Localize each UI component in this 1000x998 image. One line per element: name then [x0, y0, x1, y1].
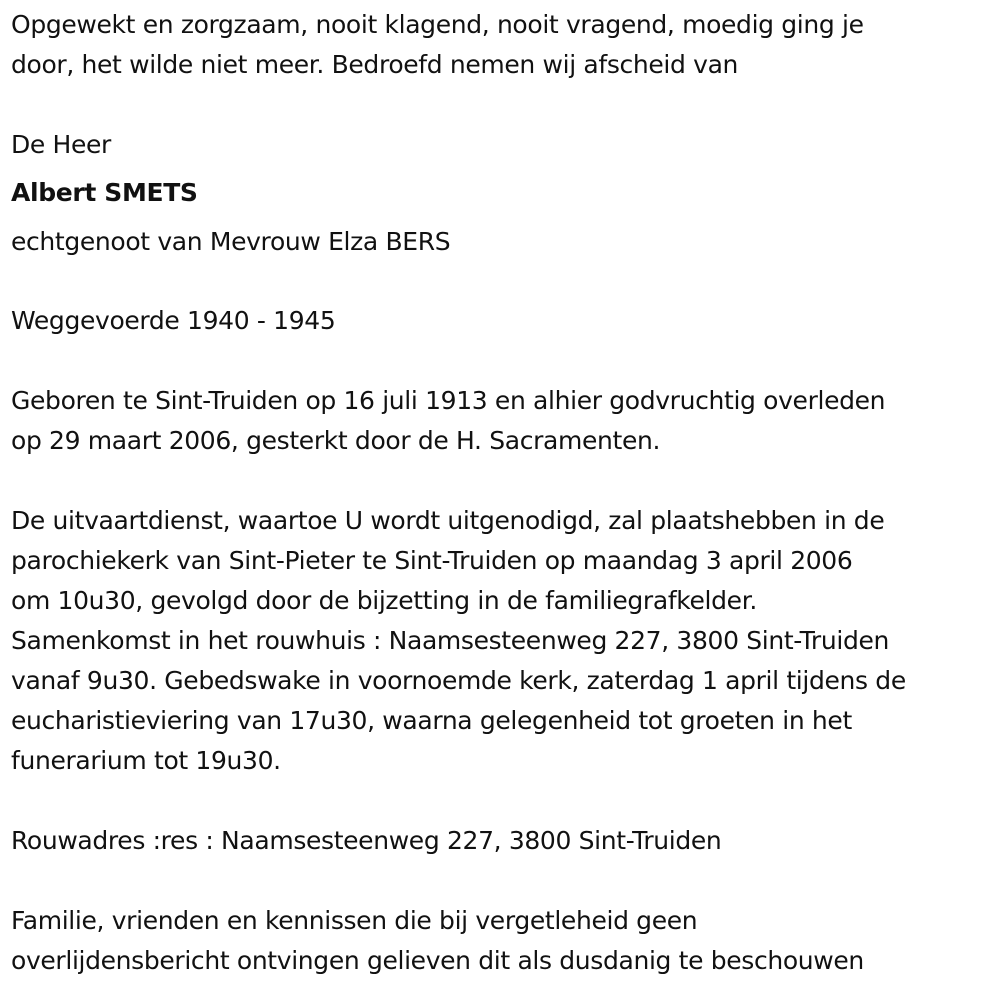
service-line-1: De uitvaartdienst, waartoe U wordt uitgenodigd, zal plaatshebben in de	[11, 506, 885, 535]
mourning-address: Rouwadres :res : Naamsesteenweg 227, 3800 Sint-Truiden	[11, 826, 722, 855]
service-line-7: funerarium tot 19u30.	[11, 746, 281, 775]
service-line-2: parochiekerk van Sint-Pieter te Sint-Truiden op maandag 3 april 2006	[11, 546, 853, 575]
service-line-5: vanaf 9u30. Gebedswake in voornoemde kerk, zaterdag 1 april tijdens de	[11, 666, 906, 695]
deceased-name: Albert SMETS	[11, 178, 198, 207]
service-line-4: Samenkomst in het rouwhuis : Naamsesteenweg 227, 3800 Sint-Truiden	[11, 626, 889, 655]
closing-line-1: Familie, vrienden en kennissen die bij vergetleheid geen	[11, 906, 698, 935]
closing-line-2: overlijdensbericht ontvingen gelieven dit als dusdanig te beschouwen	[11, 946, 864, 975]
intro-line-1: Opgewekt en zorgzaam, nooit klagend, nooit vragend, moedig ging je	[11, 10, 864, 39]
birth-death-line-2: op 29 maart 2006, gesterkt door de H. Sacramenten.	[11, 426, 661, 455]
birth-death-line-1: Geboren te Sint-Truiden op 16 juli 1913 en alhier godvruchtig overleden	[11, 386, 886, 415]
deportation-note: Weggevoerde 1940 - 1945	[11, 306, 336, 335]
service-line-3: om 10u30, gevolgd door de bijzetting in de familiegrafkelder.	[11, 586, 757, 615]
service-line-6: eucharistieviering van 17u30, waarna gelegenheid tot groeten in het	[11, 706, 852, 735]
spouse-line: echtgenoot van Mevrouw Elza BERS	[11, 227, 451, 256]
intro-line-2: door, het wilde niet meer. Bedroefd nemen wij afscheid van	[11, 50, 739, 79]
honorific-title: De Heer	[11, 130, 111, 159]
